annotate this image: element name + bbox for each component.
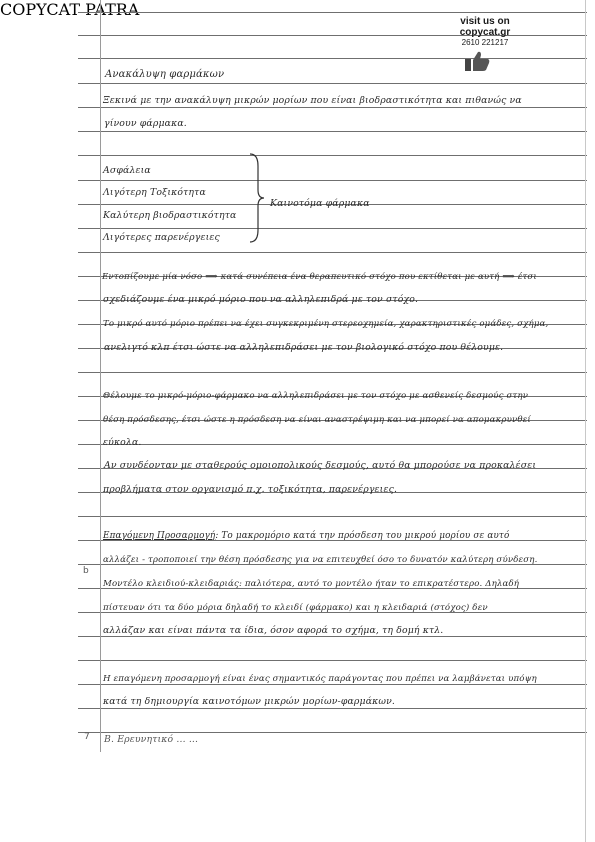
ruled-line <box>78 12 587 13</box>
paragraph-line <box>103 530 509 542</box>
ruled-line <box>78 252 587 253</box>
copyshop-stamp <box>430 16 540 48</box>
list-item: Λιγότερη Τοξικότητα <box>103 187 206 198</box>
intro-line: γίνουν φάρμακα. <box>104 118 187 129</box>
paragraph-line: Εντοπίζουμε μία νόσο ⟹ κατά συνέπεια ένα θεραπευτικό στόχο που εκτίθεται με αυτή ⟹ έτσι <box>102 272 537 282</box>
stamp-site: copycat.gr <box>459 27 511 38</box>
ruled-line <box>78 155 587 156</box>
ruled-line <box>78 516 587 517</box>
stamp-phone: 2610 221217 <box>461 38 509 47</box>
paragraph-line: πίστευαν ότι τα δύο μόρια δηλαδή το κλειδί (φάρμακο) και η κλειδαριά (στόχος) δεν <box>103 603 488 613</box>
paragraph-line: αλλάζαν και είναι πάντα τα ίδια, όσον αφορά το σχήμα, τη δομή κτλ. <box>103 625 444 636</box>
paragraph-line: προβλήματα στον οργανισμό π.χ. τοξικότητα, παρενέργειες. <box>103 484 398 495</box>
list-item: Λιγότερες παρενέργειες <box>103 232 220 243</box>
ruled-line <box>78 372 587 373</box>
paragraph-line: κατά τη δημιουργία καινοτόμων μικρών μορίων-φαρμάκων. <box>103 696 396 707</box>
ruled-line <box>78 660 587 661</box>
stamp-visit-text: visit us on <box>460 16 510 27</box>
ruled-line <box>78 708 587 709</box>
curly-brace-icon <box>246 152 266 244</box>
note-heading: Ανακάλυψη φαρμάκων <box>105 69 225 80</box>
term-induced-fit: Επαγόμενη Προσαρμογή <box>103 531 216 541</box>
paragraph-line: Το μικρό αυτό μόριο πρέπει να έχει συγκεκριμένη στερεοχημεία, χαρακτηριστικές ομάδες, σχήμα, <box>103 319 549 329</box>
paragraph-line: σχεδιάζουμε ένα μικρό μόριο που να αλληλεπιδρά με τον στόχο. <box>103 294 419 305</box>
ruled-line <box>78 83 587 84</box>
ruled-line <box>78 180 587 181</box>
margin-mark: 7 <box>84 732 90 742</box>
ruled-line <box>78 444 587 445</box>
ruled-line <box>78 58 587 59</box>
paragraph-line: Μοντέλο κλειδιού-κλειδαριάς: παλιότερα, αυτό το μοντέλο ήταν το επικρατέστερο. Δηλαδή <box>103 579 520 589</box>
paragraph-line: Θέλουμε το μικρό-μόριο-φάρμακο να αλληλεπιδράσει με τον στόχο με ασθενείς δεσμούς στην <box>103 391 529 401</box>
ruled-line <box>78 107 587 108</box>
stamp-logo-caption: COPYCAT PATRA <box>0 0 140 19</box>
term-definition: : Το μακρομόριο κατά την πρόσδεση του μικρού μορίου σε αυτό <box>215 531 510 541</box>
paragraph-line: αλλάζει - τροποποιεί την θέση πρόσδεσης για να επιτευχθεί όσο το δυνατόν καλύτερη σύνδεση. <box>103 555 538 565</box>
page-edge <box>585 0 586 842</box>
paragraph-line: εύκολα. <box>103 437 142 448</box>
intro-line: Ξεκινά με την ανακάλυψη μικρών μορίων που είναι βιοδραστικότητα και πιθανώς να <box>103 95 522 106</box>
paragraph-line: Η επαγόμενη προσαρμογή είναι ένας σημαντικός παράγοντας που πρέπει να λαμβάνεται υπόψη <box>103 674 537 684</box>
paragraph-line: Αν συνδέονταν με σταθερούς ομοιοπολικούς δεσμούς, αυτό θα μπορούσε να προκαλέσει <box>104 460 537 471</box>
margin-mark: b <box>83 566 89 576</box>
ruled-line <box>78 131 587 132</box>
ruled-line <box>78 732 587 733</box>
cut-off-line: Β. Ερευνητικό ... ... <box>104 734 199 745</box>
paragraph-line: θέση πρόσδεσης, έτσι ώστε η πρόσδεση να είναι αναστρέψιμη και να μπορεί να απομακρυνθεί <box>103 415 531 425</box>
margin-line <box>100 0 101 752</box>
paragraph-line: ανελιγτό κλπ έτσι ώστε να αλληλεπιδράσει με τον βιολογικό στόχο που θέλουμε. <box>104 342 504 353</box>
ruled-line <box>78 228 587 229</box>
thumbs-up-icon <box>463 50 491 72</box>
brace-label: Καινοτόμα φάρμακα <box>270 198 370 209</box>
list-item: Καλύτερη βιοδραστικότητα <box>103 210 237 221</box>
list-item: Ασφάλεια <box>103 165 151 176</box>
